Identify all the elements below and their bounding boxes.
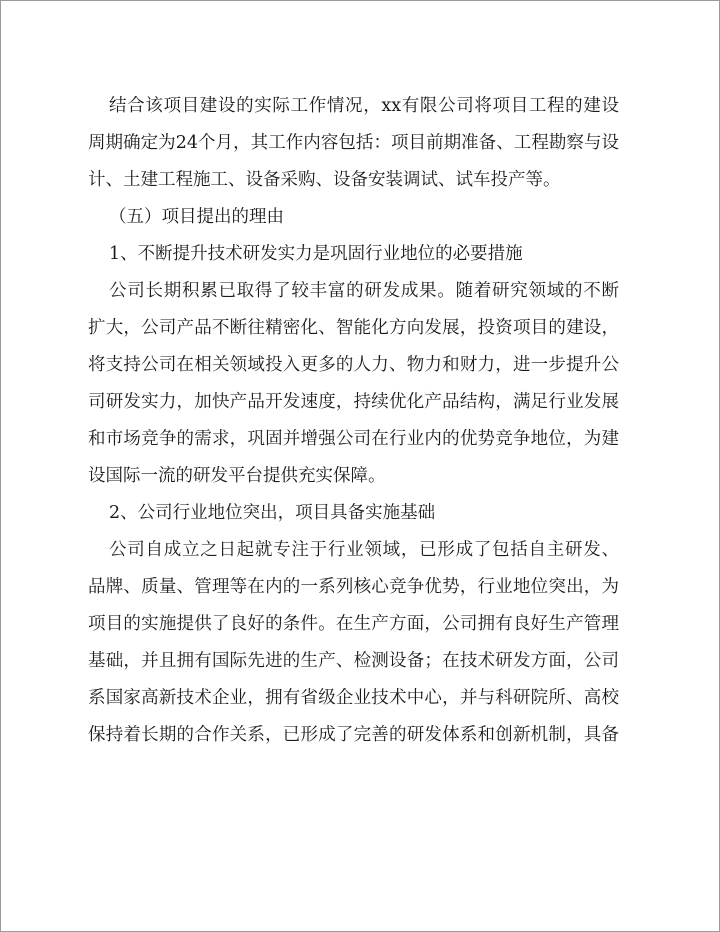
paragraph-line [109,273,619,309]
paragraph-line [88,680,619,716]
text-line: 周期确定为24个月，其工作内容包括：项目前期准备、工程勘察与设 [88,133,619,153]
paragraph-line [88,606,619,642]
text-line: 扩大，公司产品不断往精密化、智能化方向发展，投资项目的建设， [88,318,619,338]
paragraph-line [109,88,619,124]
text-line: 基础，并且拥有国际先进的生产、检测设备；在技术研发方面，公司 [88,651,619,671]
heading-text: 2、公司行业地位突出，项目具备实施基础 [109,503,436,523]
subsection-heading [109,236,523,272]
paragraph-line [88,125,619,161]
paragraph-line [88,162,561,198]
paragraph-line [109,532,619,568]
paragraph-line [88,384,619,420]
text-line: 和市场竞争的需求，巩固并增强公司在行业内的优势竞争地位，为建 [88,429,619,449]
text-line: 将支持公司在相关领域投入更多的人力、物力和财力，进一步提升公 [88,355,619,375]
paragraph-line [88,569,619,605]
text-line: 司研发实力，加快产品开发速度，持续优化产品结构，满足行业发展 [88,392,619,412]
heading-text: （五）项目提出的理由 [109,207,284,227]
heading-text: 1、不断提升技术研发实力是巩固行业地位的必要措施 [109,244,523,264]
text-line: 系国家高新技术企业，拥有省级企业技术中心，并与科研院所、高校 [88,688,619,708]
text-line: 公司自成立之日起就专注于行业领域，已形成了包括自主研发、 [109,540,619,560]
paragraph-line [88,347,619,383]
text-line: 保持着长期的合作关系，已形成了完善的研发体系和创新机制，具备 [88,725,619,745]
paragraph-line [88,310,619,346]
paragraph-line [88,421,619,457]
text-line: 品牌、质量、管理等在内的一系列核心竞争优势，行业地位突出，为 [88,577,619,597]
text-line: 公司长期积累已取得了较丰富的研发成果。随着研究领域的不断 [109,281,619,301]
text-line: 项目的实施提供了良好的条件。在生产方面，公司拥有良好生产管理 [88,614,619,634]
section-heading [109,199,284,235]
paragraph-line [88,643,619,679]
subsection-heading [109,495,435,531]
paragraph-line [88,717,619,753]
text-line: 结合该项目建设的实际工作情况，xx有限公司将项目工程的建设 [109,96,619,116]
paragraph-line [88,458,386,494]
text-line: 设国际一流的研发平台提供充实保障。 [88,466,386,486]
text-line: 计、土建工程施工、设备采购、设备安装调试、试车投产等。 [88,170,561,190]
